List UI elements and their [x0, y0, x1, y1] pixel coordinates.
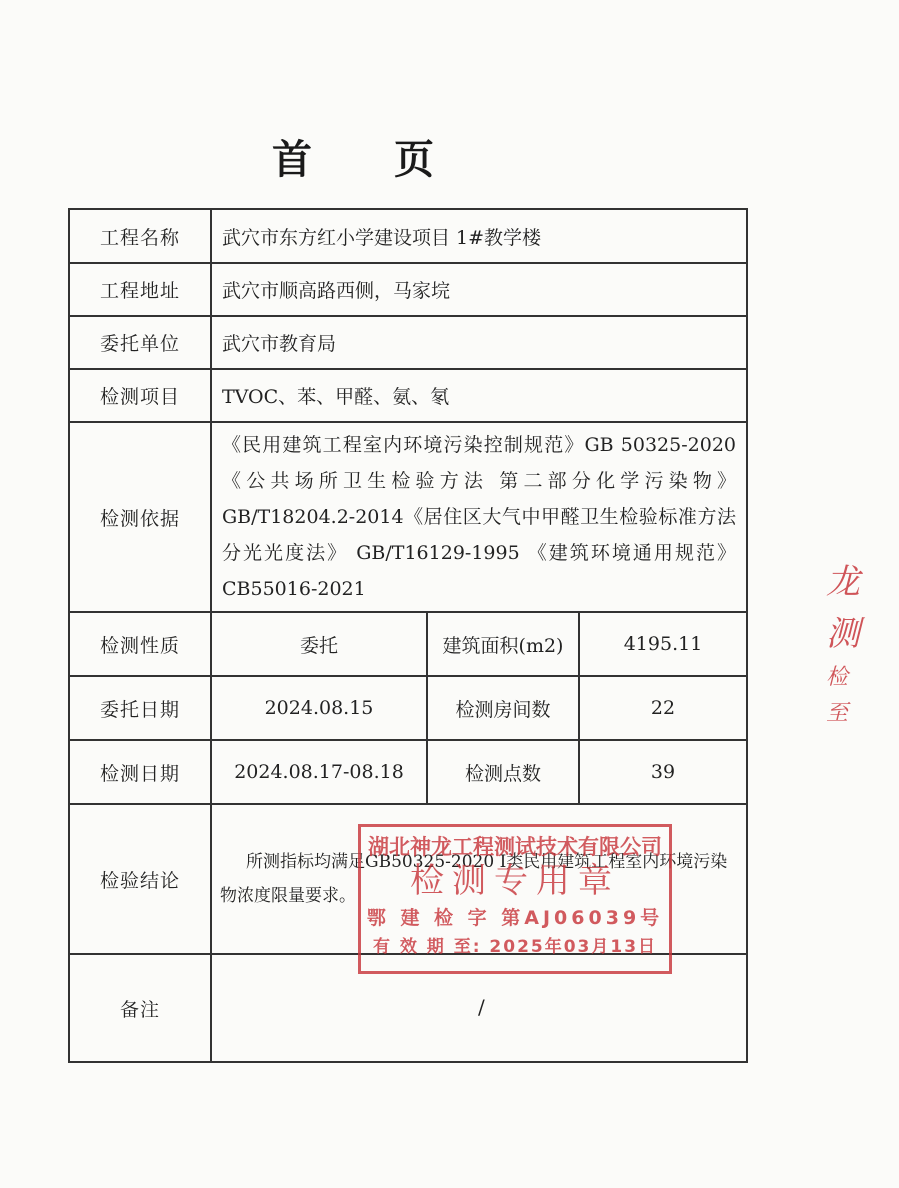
- stamp-company: 湖北神龙工程测试技术有限公司: [368, 835, 662, 859]
- table-row: [69, 263, 747, 316]
- stamp-validity: 有 效 期 至: 2025年03月13日: [372, 937, 658, 957]
- table-row: [69, 612, 747, 676]
- client-label: 委托单位: [69, 316, 211, 369]
- seam-stamp: [826, 556, 886, 726]
- test-date-label: 检测日期: [69, 740, 211, 804]
- room-count-label: 检测房间数: [427, 676, 579, 740]
- client-value: 武穴市教育局: [211, 316, 747, 369]
- conclusion-label: 检验结论: [69, 804, 211, 954]
- official-seal-stamp: [358, 824, 672, 974]
- building-area-value: 4195.11: [579, 612, 747, 676]
- test-items-value: TVOC、苯、甲醛、氨、氡: [211, 369, 747, 422]
- stamp-title: 检测专用章: [410, 861, 620, 901]
- test-date-value: 2024.08.17-08.18: [211, 740, 427, 804]
- stamp-license: 鄂 建 检 字 第AJ06039号: [366, 907, 664, 929]
- table-row: [69, 209, 747, 263]
- test-basis-value: 《民用建筑工程室内环境污染控制规范》GB 50325-2020《公共场所卫生检验方法 第二部分化学污染物》GB/T18204.2-2014《居住区大气中甲醛卫生检验标准方法 分光光度法》 GB/T16129-1995 《建筑环境通用规范》CB55016-2021: [211, 422, 747, 612]
- table-row: [69, 369, 747, 422]
- conclusion-value: 所测指标均满足GB50325-2020 I类民用建筑工程室内环境污染物浓度限量要求。: [220, 852, 728, 906]
- test-basis-label: 检测依据: [69, 422, 211, 612]
- seam-char: 至: [826, 701, 849, 726]
- seam-char: 龙: [826, 562, 860, 602]
- project-address-label: 工程地址: [69, 263, 211, 316]
- point-count-label: 检测点数: [427, 740, 579, 804]
- project-name-label: 工程名称: [69, 209, 211, 263]
- entrust-date-value: 2024.08.15: [211, 676, 427, 740]
- table-row: [69, 740, 747, 804]
- point-count-value: 39: [579, 740, 747, 804]
- project-name-value: 武穴市东方红小学建设项目 1#教学楼: [211, 209, 747, 263]
- test-items-label: 检测项目: [69, 369, 211, 422]
- table-row: [69, 676, 747, 740]
- seam-char: 测: [826, 614, 860, 654]
- entrust-date-label: 委托日期: [69, 676, 211, 740]
- test-nature-value: 委托: [211, 612, 427, 676]
- project-address-value: 武穴市顺高路西侧，马家垸: [211, 263, 747, 316]
- remarks-label: 备注: [69, 954, 211, 1062]
- seam-char: 检: [826, 665, 849, 690]
- table-row: [69, 316, 747, 369]
- remarks-value: /: [478, 995, 485, 1019]
- room-count-value: 22: [579, 676, 747, 740]
- test-nature-label: 检测性质: [69, 612, 211, 676]
- building-area-label: 建筑面积(m2): [427, 612, 579, 676]
- page-title: 首 页: [272, 136, 468, 183]
- table-row: [69, 422, 747, 612]
